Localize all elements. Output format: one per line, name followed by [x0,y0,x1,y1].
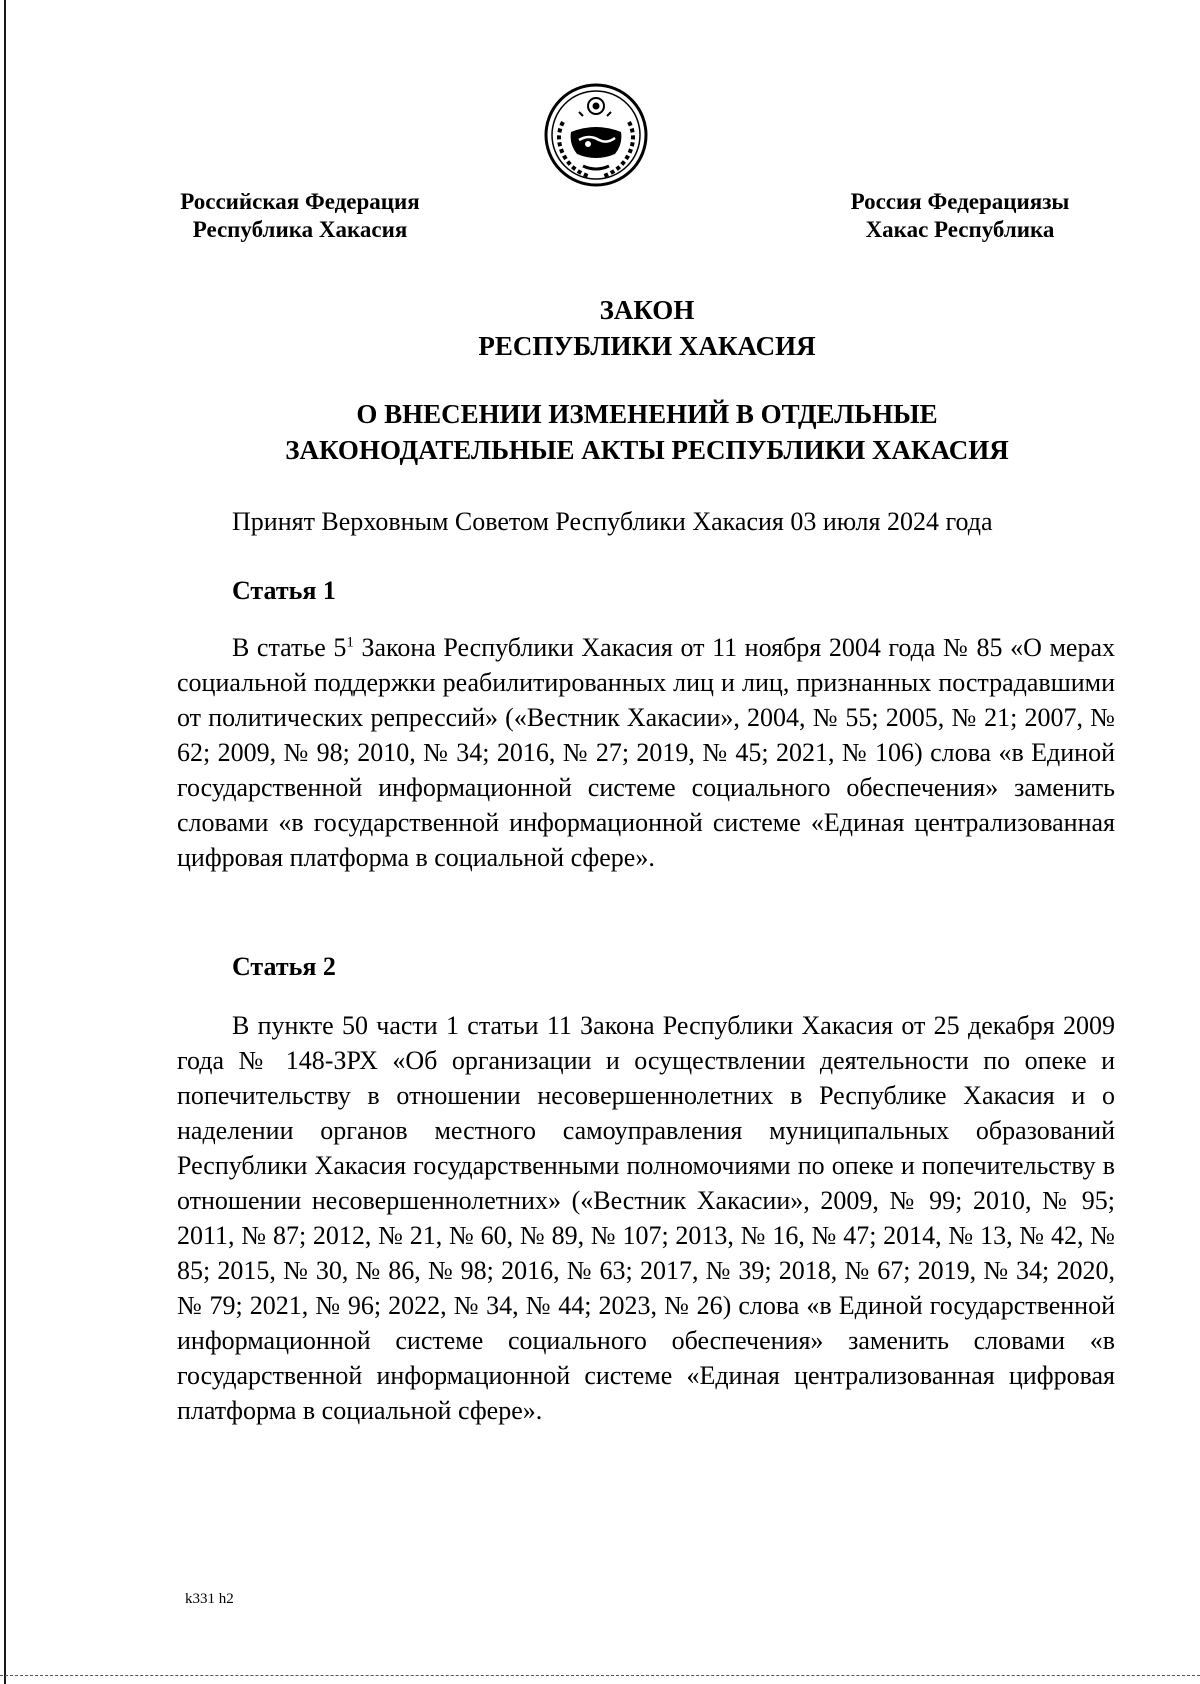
header-left-republic: Республика Хакасия [192,217,408,242]
document-code: k331 h2 [185,1591,234,1607]
header-left [170,188,430,244]
scan-bottom-rule [0,1675,1200,1676]
adoption-statement: Принят Верховным Советом Республики Хакасия 03 июля 2024 года [232,507,993,536]
article-2-text: В пункте 50 части 1 статьи 11 Закона Республики Хакасия от 25 декабря 2009 года № 148-ЗРХ «Об организации и осуществлении деятельности по опеке и попечительству в отношении несовершеннолетних в Республике Хакасия и о наделении органов местного самоуправления муниципальных образований Республики Хакасия государственными полномочиями по опеке и попечительству в отношении несовершеннолетних» («Вестник Хакасии», 2009, № 99; 2010, № 95; 2011, № 87; 2012, № 21, № 60, № 89, № 107; 2013, № 16, № 47; 2014, № 13, № 42, № 85; 2015, № 30, № 86, № 98; 2016, № 63; 2017, № 39; 2018, № 67; 2019, № 34; 2020, № 79; 2021, № 96; 2022, № 34, № 44; 2023, № 26) слова «в Единой государственной информационной системе социального обеспечения» заменить словами «в государственной информационной системе «Единая централизованная цифровая платформа в социальной сфере». [177,1011,1115,1425]
subtitle-line-2: ЗАКОНОДАТЕЛЬНЫЕ АКТЫ РЕСПУБЛИКИ ХАКАСИЯ [285,435,1009,465]
article-1-text-start: В статье 5 [232,633,347,662]
title-line-2: РЕСПУБЛИКИ ХАКАСИЯ [478,331,816,361]
header-right-country: Россия Федерациязы [850,189,1070,214]
article-1-text-rest: Закона Республики Хакасия от 11 ноября 2004 года № 85 «О мерах социальной поддержки реабилитированных лиц и лиц, признанных пострадавшими от политических репрессий» («Вестник Хакасии», 2004, № 55; 2005, № 21; 2007, № 62; 2009, № 98; 2010, № 34; 2016, № 27; 2019, № 45; 2021, № 106) слова «в Единой государственной информационной системе социального обеспечения» заменить словами «в государственной информационной системе «Единая централизованная цифровая платформа в социальной сфере». [177,633,1115,872]
header-right-republic: Хакас Республика [865,217,1055,242]
coat-of-arms-icon [543,82,649,188]
scan-left-border [4,0,6,1684]
article-1-superscript: 1 [346,634,354,651]
document-subtitle [177,396,1117,468]
article-1-heading: Статья 1 [232,576,336,605]
document-title [177,292,1117,364]
header-left-country: Российская Федерация [180,189,420,214]
article-1-text [177,630,1115,875]
title-line-1: ЗАКОН [599,295,695,325]
article-2-heading: Статья 2 [232,952,336,981]
subtitle-line-1: О ВНЕСЕНИИ ИЗМЕНЕНИЙ В ОТДЕЛЬНЫЕ [356,399,938,429]
header-right [830,188,1090,244]
